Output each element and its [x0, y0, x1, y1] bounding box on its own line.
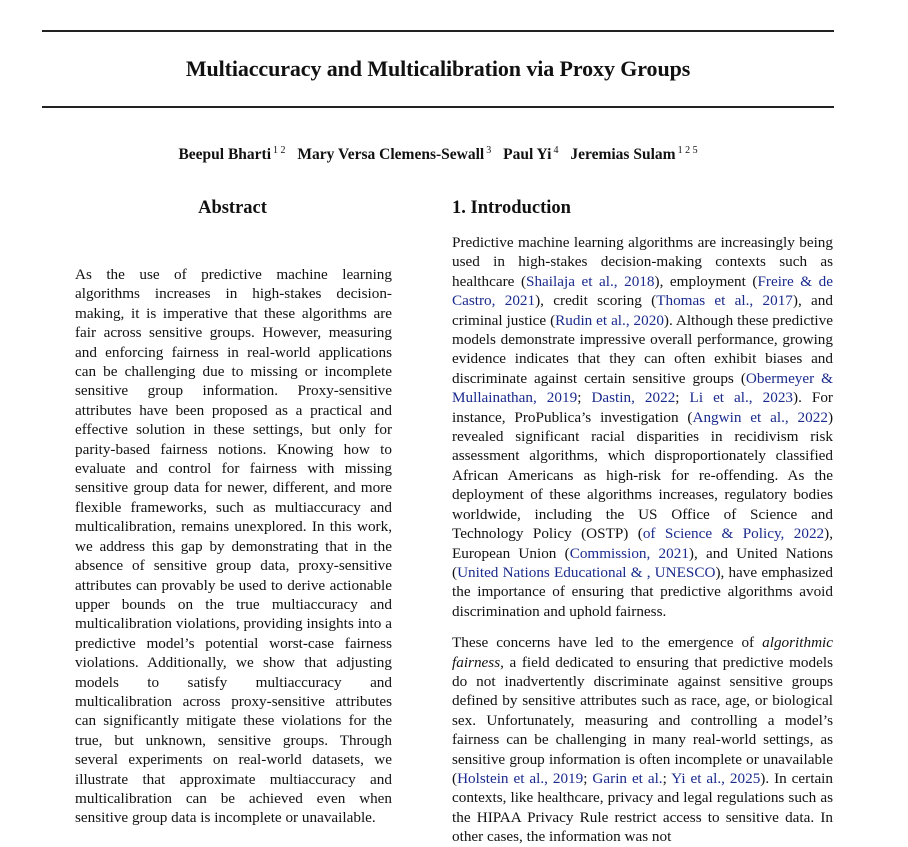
citation-link[interactable]: Garin et al. — [592, 769, 663, 787]
author: Mary Versa Clemens-Sewall $^3$ — [297, 145, 492, 164]
citation-link[interactable]: Freire & de Castro, 2021 — [452, 272, 833, 310]
paper-title: Multiaccuracy and Multicalibration via Proxy Groups — [185, 56, 691, 81]
citation-link[interactable]: Li et al., 2023 — [689, 389, 794, 407]
citation-link[interactable]: Angwin et al., 2022 — [692, 408, 828, 426]
citation-link[interactable]: Commission, 2021 — [569, 544, 689, 562]
citation-link[interactable]: Dastin, 2022 — [591, 389, 676, 407]
citation-link[interactable]: Holstein et al., 2019 — [457, 769, 584, 787]
section-heading-introduction: 1. Introduction — [452, 198, 571, 218]
abstract-heading: Abstract — [198, 198, 267, 218]
citation-link[interactable]: of Science & Policy, 2022 — [642, 525, 825, 543]
citation-link[interactable]: Rudin et al., 2020 — [555, 311, 664, 329]
abstract-text: As the use of predictive machine learning algorithms increases in high-stakes decision-making, it is imperative that these algorithms are fair across sensitive groups. However, measuring and enforcing fairness in real-world applications can be challenging due to missing or incomplete sensitive group information. Proxy-sensitive attributes have been proposed as a practical and effective solution in these settings, but only for parity-based fairness notions. Knowing how to evaluate and control for fairness with missing sensitive group data for newer, different, and more flexible frameworks, such as multiaccuracy and multicalibration, remains unexplored. In this work, we address this gap by demonstrating that in the absence of sensitive group data, proxy-sensitive attributes can provably be used to derive actionable upper bounds on the true multiaccuracy and multicalibration violations, providing insights into a predictive model’s potential worst-case fairness violations. Additionally, we show that adjusting models to satisfy multiaccuracy and multicalibration across proxy-sensitive attributes can significantly mitigate these violations for the true, but unknown, sensitive groups. Through several experiments on real-world datasets, we illustrate that approximate multiaccuracy and multicalibration can be achieved even when sensitive group data is incomplete or unavailable. — [75, 266, 392, 827]
author: Paul Yi $^4$ — [503, 145, 559, 164]
author-list — [42, 145, 834, 164]
citation-link[interactable]: Obermeyer & Mullainathan, 2019 — [452, 369, 833, 407]
intro-paragraph-1: Predictive machine learning algorithms are increasingly being used in high-stakes decision-making contexts such as healthcare (Shailaja et al., 2018), employment (Freire & de Castro, 2021), credit scoring (Thomas et al., 2017), and criminal justice (Rudin et al., 2020). Although these predictive models demonstrate impressive overall performance, growing evidence indicates that they can often exhibit biases and discriminate against certain sensitive groups (Obermeyer & Mullainathan, 2019; Dastin, 2022; Li et al., 2023). For instance, ProPublica’s investigation (Angwin et al., 2022) revealed significant racial disparities in recidivism risk assessment algorithms, which disproportionately classified African Americans as high-risk for re-offending. As the deployment of these algorithms increases, regulatory bodies worldwide, including the US Office of Science and Technology Policy (OSTP) (of Science & Policy, 2022), European Union (Commission, 2021), and United Nations (United Nations Educational & , UNESCO), have emphasized the importance of ensuring that predictive algorithms avoid discrimination and uphold fairness. — [452, 234, 834, 620]
citation-link[interactable]: United Nations Educational & , UNESCO — [457, 563, 716, 581]
intro-body — [452, 233, 833, 847]
author: Beepul Bharti $^{1 2}$ — [178, 145, 286, 164]
emphasis-term: algorithmic fairness — [452, 634, 833, 671]
title-bottom-rule — [42, 106, 834, 108]
abstract-body — [75, 265, 392, 828]
citation-link[interactable]: Yi et al., 2025 — [671, 769, 761, 787]
citation-link[interactable]: Thomas et al., 2017 — [656, 292, 793, 310]
top-rule — [42, 30, 834, 32]
intro-paragraph-2: These concerns have led to the emergence of algorithmic fairness, a field dedicated to ensuring that predictive models do not inadvertently discriminate against sensitive groups defined by sensitive attributes such as race, age, or biological sex. Unfortunately, measuring and controlling a model’s fairness can be challenging in many real-world settings, as sensitive group information is often incomplete or unavailable (Holstein et al., 2019; Garin et al.; Yi et al., 2025). In certain contexts, like healthcare, privacy and legal regulations such as the HIPAA Privacy Rule restrict access to sensitive data. In other cases, the information was not — [452, 634, 833, 846]
citation-link[interactable]: Shailaja et al., 2018 — [526, 272, 655, 290]
author: Jeremias Sulam $^{1 2 5}$ — [570, 145, 698, 164]
